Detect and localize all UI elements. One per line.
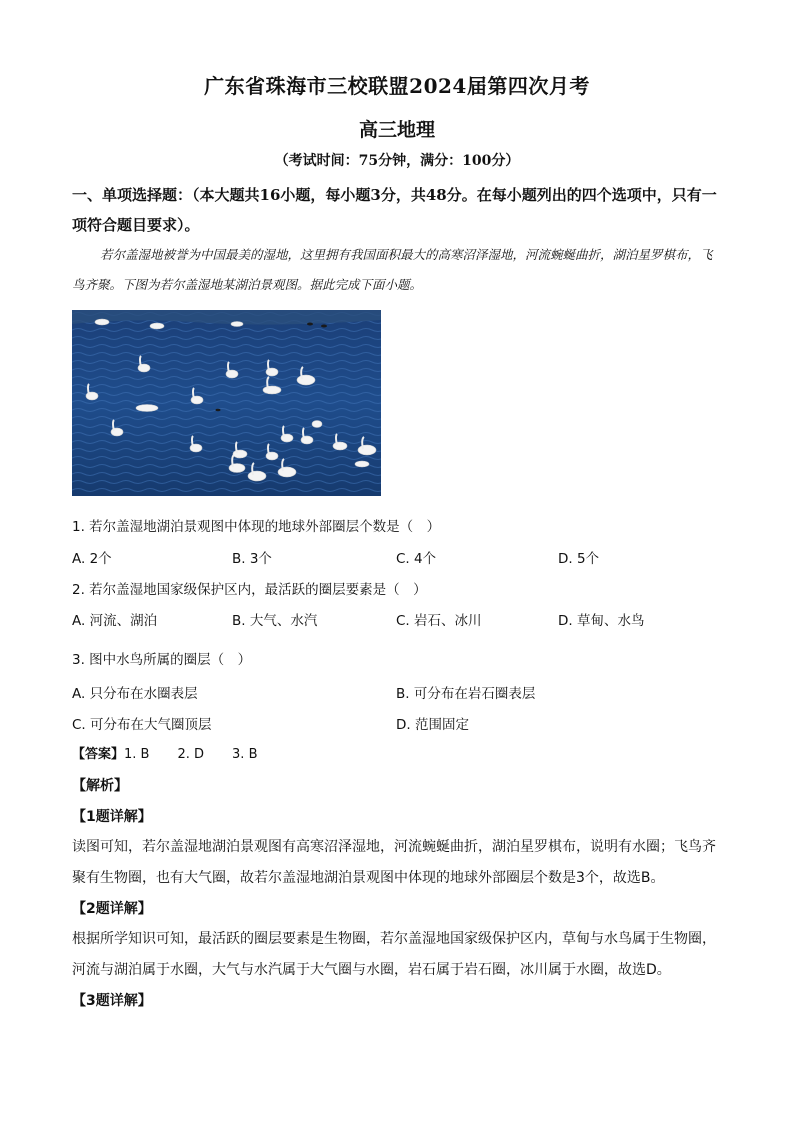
- detail-1-label: 【1题详解】: [72, 809, 152, 825]
- question-3-option-c: C. 可分布在大气圈顶层: [72, 717, 212, 733]
- question-2-option-d: D. 草甸、水鸟: [558, 613, 645, 629]
- analysis-label: 【解析】: [72, 778, 128, 794]
- question-2-option-b: B. 大气、水汽: [232, 613, 318, 629]
- page-subtitle: 高三地理: [358, 119, 435, 141]
- question-3-option-a: A. 只分布在水圈表层: [72, 686, 198, 702]
- question-3-option-d: D. 范围固定: [396, 717, 469, 733]
- question-1-option-c: C. 4个: [396, 551, 437, 567]
- lake-swans-photo: [72, 310, 381, 496]
- detail-1-text: 读图可知，若尔盖湿地湖泊景观图有高寒沼泽湿地，河流蜿蜒曲折，湖泊星罗棋布，说明有水圈；飞鸟齐聚有生物圈，也有大气圈，故若尔盖湿地湖泊景观图中体现的地球外部圈层个数是3个，故选B。: [72, 839, 716, 886]
- page-title: 广东省珠海市三校联盟2024届第四次月考: [204, 74, 590, 98]
- answer-line: [72, 743, 286, 762]
- question-3-stem: 3. 图中水鸟所属的圈层（ ）: [72, 652, 252, 668]
- detail-2-text: 根据所学知识可知，最活跃的圈层要素是生物圈，若尔盖湿地国家级保护区内，草甸与水鸟属于生物圈，河流与湖泊属于水圈，大气与水汽属于大气圈与水圈，岩石属于岩石圈，冰川属于水圈，故选D。: [72, 931, 716, 978]
- answer-item-3: 3. B: [232, 747, 258, 762]
- answer-label: 【答案】: [72, 747, 125, 762]
- question-2-stem: 2. 若尔盖湿地国家级保护区内，最活跃的圈层要素是（ ）: [72, 582, 427, 598]
- question-1-option-b: B. 3个: [232, 551, 272, 567]
- question-1-option-a: A. 2个: [72, 551, 112, 567]
- question-1-option-d: D. 5个: [558, 551, 600, 567]
- section-heading: 一、单项选择题：（本大题共16小题，每小题3分，共48分。在每小题列出的四个选项中，只有一项符合题目要求）。: [72, 186, 717, 234]
- detail-3-label: 【3题详解】: [72, 993, 152, 1009]
- answer-item-1: 1. B: [124, 747, 150, 762]
- question-2-option-c: C. 岩石、冰川: [396, 613, 482, 629]
- reading-passage: 若尔盖湿地被誉为中国最美的湿地，这里拥有我国面积最大的高寒沼泽湿地，河流蜿蜒曲折，湖泊星罗棋布，飞鸟齐聚。下图为若尔盖湿地某湖泊景观图。据此完成下面小题。: [72, 247, 713, 292]
- exam-info: （考试时间：75分钟，满分：100分）: [274, 153, 520, 169]
- question-2-option-a: A. 河流、湖泊: [72, 613, 158, 629]
- answer-item-2: 2. D: [177, 747, 205, 762]
- question-3-option-b: B. 可分布在岩石圈表层: [396, 686, 536, 702]
- detail-2-label: 【2题详解】: [72, 901, 152, 917]
- question-1-stem: 1. 若尔盖湿地湖泊景观图中体现的地球外部圈层个数是（ ）: [72, 519, 441, 535]
